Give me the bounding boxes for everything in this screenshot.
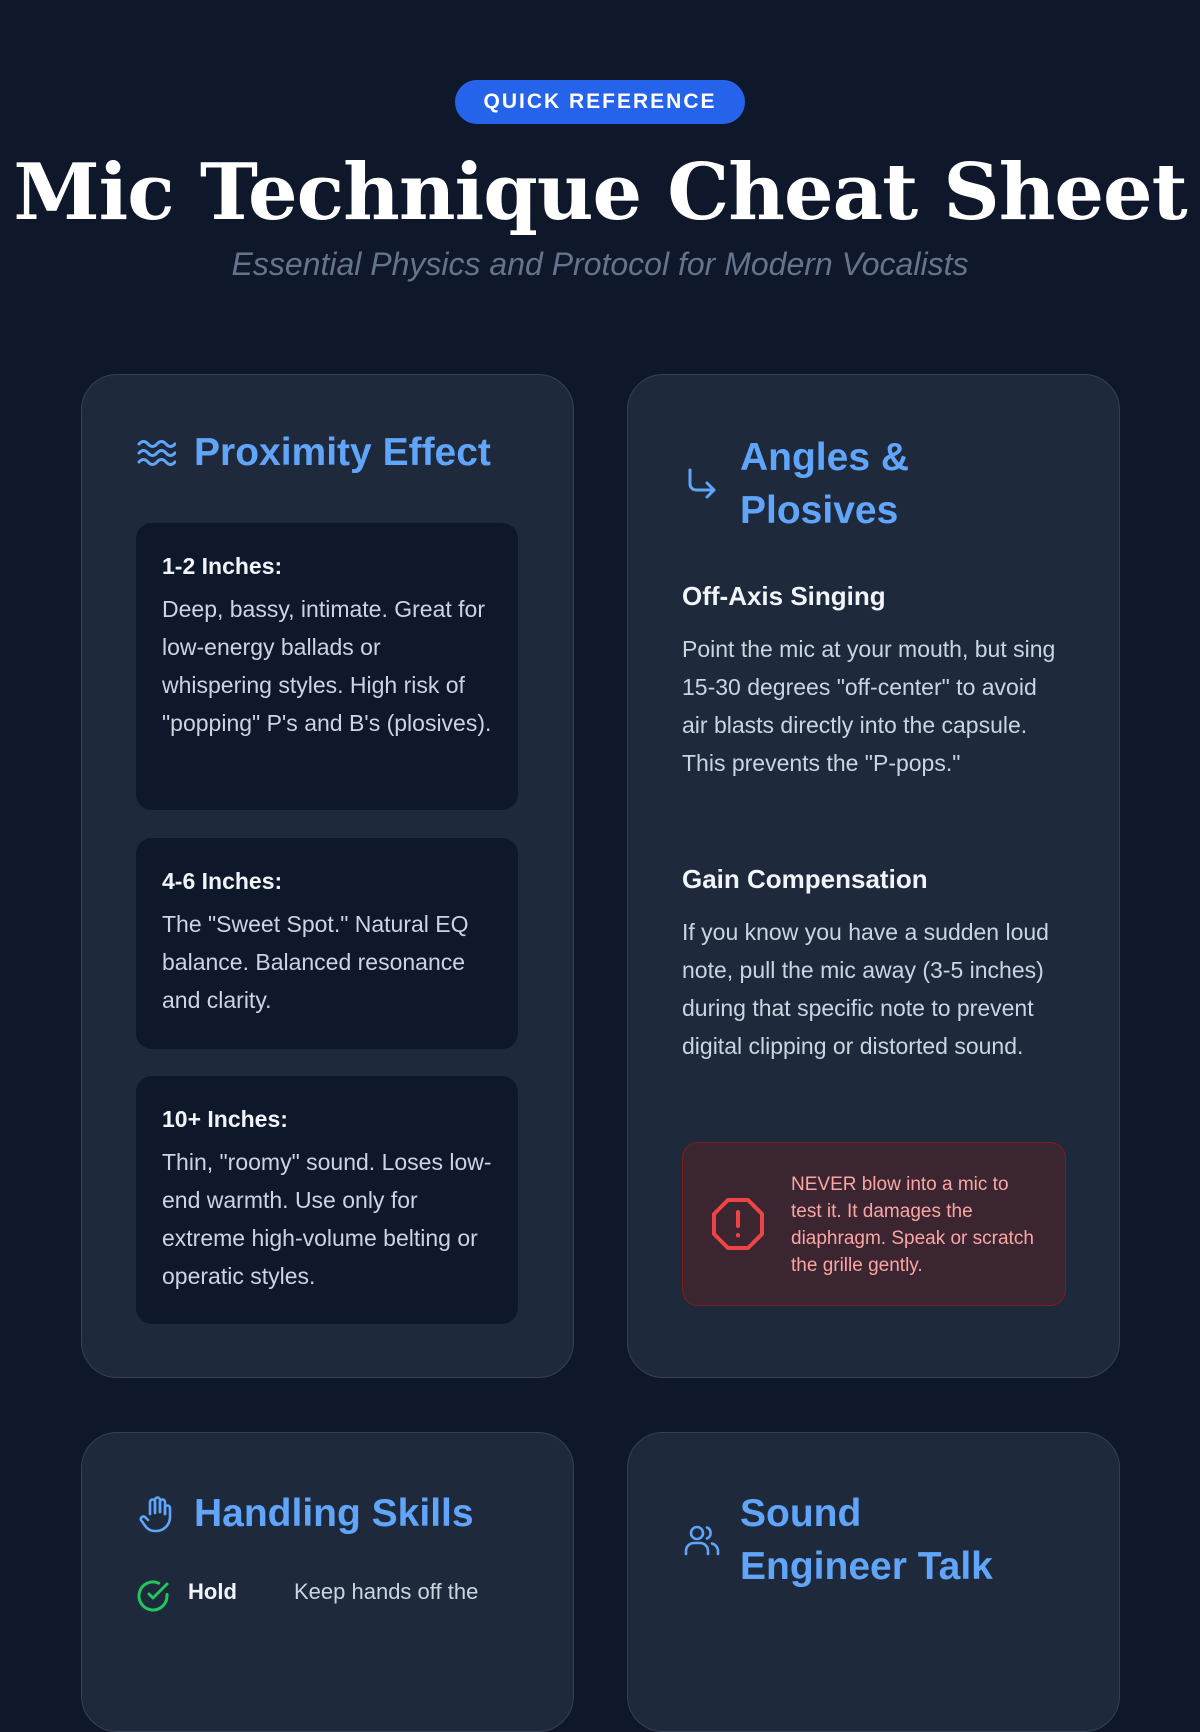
proximity-effect-header <box>136 426 533 479</box>
quick-reference-badge: QUICK REFERENCE <box>455 80 744 124</box>
proximity-effect-card <box>81 374 574 1378</box>
distance-description: Thin, "roomy" sound. Loses low-end warmth. Use only for extreme high-volume belting or operatic styles. <box>162 1149 492 1289</box>
warning-box <box>682 1142 1066 1306</box>
handling-skills-title: Handling Skills <box>194 1492 474 1535</box>
distance-label: 4-6 Inches: <box>162 868 283 894</box>
corner-arrow-icon <box>682 464 722 504</box>
distance-label: 10+ Inches: <box>162 1106 288 1132</box>
handling-skills-card <box>81 1432 574 1732</box>
sound-engineer-header <box>682 1487 1012 1593</box>
angles-plosives-card <box>627 374 1120 1378</box>
alert-octagon-icon <box>711 1197 765 1251</box>
users-icon <box>682 1520 722 1560</box>
handling-item-text: Keep hands off the <box>294 1579 479 1604</box>
page-title: Mic Technique Cheat Sheet <box>13 147 1187 238</box>
section-text: If you know you have a sudden loud note, pull the mic away (3-5 inches) during that specific note to prevent digital clipping or distorted sound. <box>682 919 1049 1059</box>
handling-skills-header <box>136 1487 533 1540</box>
warning-text: NEVER blow into a mic to test it. It damages the diaphragm. Speak or scratch the grille gently. <box>791 1174 1034 1276</box>
handling-item-label: Hold <box>188 1579 237 1604</box>
section-heading: Gain Compensation <box>682 864 928 894</box>
distance-description: The "Sweet Spot." Natural EQ balance. Balanced resonance and clarity. <box>162 911 469 1013</box>
page-subtitle: Essential Physics and Protocol for Modern Vocalists <box>231 246 969 282</box>
handling-item <box>136 1579 536 1613</box>
sound-engineer-title: Sound Engineer Talk <box>740 1492 993 1588</box>
waves-icon <box>136 433 176 473</box>
section-text: Point the mic at your mouth, but sing 15-30 degrees "off-center" to avoid air blasts directly into the capsule. This prevents the "P-pops." <box>682 636 1056 776</box>
distance-label: 1-2 Inches: <box>162 553 283 579</box>
angles-plosives-header <box>682 431 942 537</box>
sound-engineer-card <box>627 1432 1120 1732</box>
off-axis-section <box>682 581 1067 782</box>
distance-box-10-plus <box>136 1076 518 1324</box>
page-header <box>0 0 1200 283</box>
check-circle-icon <box>136 1579 170 1613</box>
distance-description: Deep, bassy, intimate. Great for low-energy ballads or whispering styles. High risk of "popping" P's and B's (plosives). <box>162 596 492 736</box>
proximity-effect-title: Proximity Effect <box>194 431 491 474</box>
section-heading: Off-Axis Singing <box>682 581 886 611</box>
distance-box-4-6 <box>136 838 518 1049</box>
angles-plosives-title: Angles & Plosives <box>740 436 910 532</box>
hand-icon <box>136 1494 176 1534</box>
gain-compensation-section <box>682 864 1067 1065</box>
distance-box-1-2 <box>136 523 518 810</box>
